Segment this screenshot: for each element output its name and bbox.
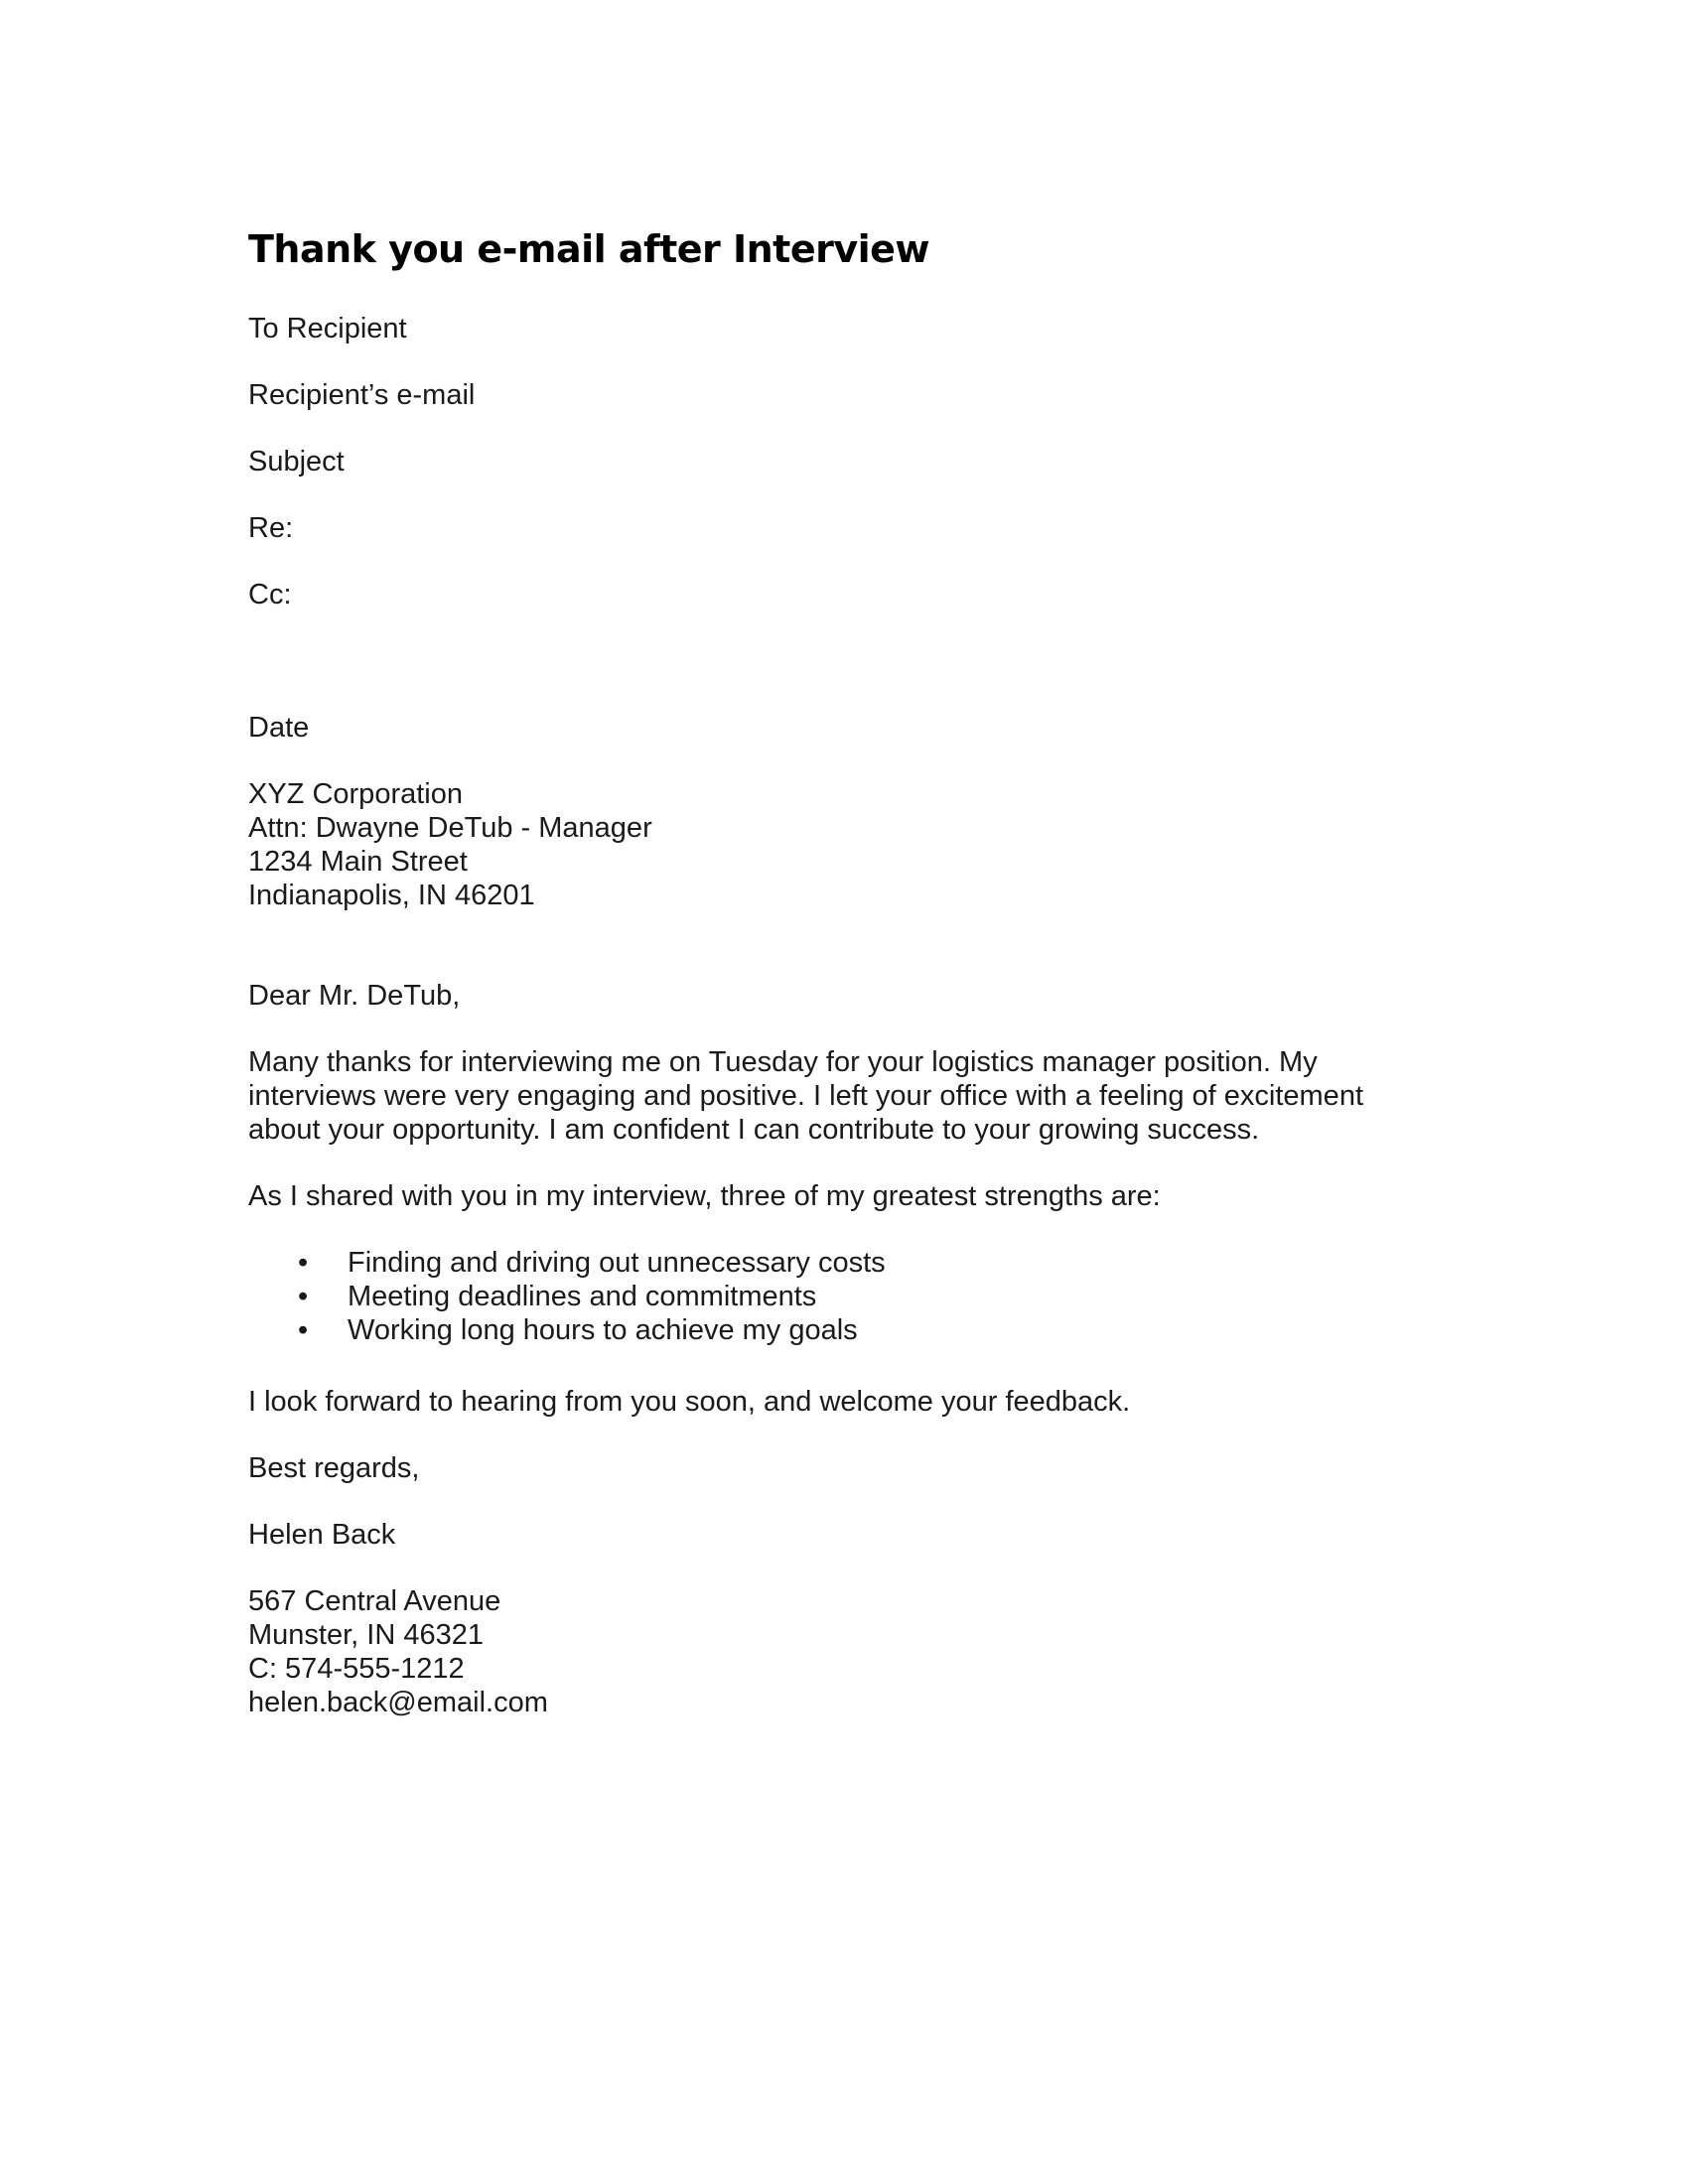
spacer — [248, 1013, 1390, 1045]
sender-city: Munster, IN 46321 — [248, 1619, 484, 1651]
spacer — [248, 1419, 1390, 1451]
addressee-company: XYZ Corporation — [248, 778, 463, 810]
sender-address-block — [248, 1584, 1390, 1719]
spacer — [248, 1552, 1390, 1584]
bullet-icon: • — [298, 1314, 309, 1346]
addressee-block — [248, 777, 1390, 912]
letter-content — [248, 226, 1390, 1719]
strength-text: Working long hours to achieve my goals — [348, 1314, 858, 1346]
addressee-city: Indianapolis, IN 46201 — [248, 880, 535, 911]
re-field: Re: — [248, 512, 294, 544]
body-paragraph-1: Many thanks for interviewing me on Tuesday for your logistics manager position. My interviews were very engaging and positive. I left your office with a feeling of excitement about your opportunity. I am confident I can contribute to your growing success. — [248, 1046, 1363, 1146]
sender-street: 567 Central Avenue — [248, 1585, 501, 1617]
salutation: Dear Mr. DeTub, — [248, 980, 461, 1012]
list-item — [298, 1280, 1390, 1313]
addressee-street: 1234 Main Street — [248, 846, 468, 878]
bullet-icon: • — [298, 1281, 309, 1312]
sender-email: helen.back@email.com — [248, 1687, 548, 1718]
strength-text: Meeting deadlines and commitments — [348, 1281, 817, 1312]
date-line: Date — [248, 712, 310, 744]
list-item — [298, 1246, 1390, 1280]
body-paragraph-3: I look forward to hearing from you soon, and welcome your feedback. — [248, 1386, 1131, 1418]
spacer — [248, 612, 1390, 711]
strength-text: Finding and driving out unnecessary costs — [348, 1247, 886, 1279]
subject-field: Subject — [248, 446, 345, 478]
spacer — [248, 1485, 1390, 1518]
bullet-icon: • — [298, 1247, 309, 1279]
strengths-list — [248, 1246, 1390, 1347]
closing: Best regards, — [248, 1452, 420, 1484]
recipient-email-field: Recipient’s e-mail — [248, 379, 476, 411]
document-title: Thank you e-mail after Interview — [248, 227, 930, 271]
sender-phone: C: 574-555-1212 — [248, 1653, 465, 1685]
list-item — [298, 1313, 1390, 1347]
addressee-attn: Attn: Dwayne DeTub - Manager — [248, 812, 652, 844]
cc-field: Cc: — [248, 579, 292, 611]
spacer — [248, 1213, 1390, 1246]
body-paragraph-2: As I shared with you in my interview, three of my greatest strengths are: — [248, 1180, 1161, 1212]
to-field: To Recipient — [248, 313, 407, 344]
spacer — [248, 1347, 1390, 1385]
spacer — [248, 912, 1390, 979]
sender-name: Helen Back — [248, 1519, 396, 1551]
spacer — [248, 745, 1390, 777]
spacer — [248, 1147, 1390, 1179]
